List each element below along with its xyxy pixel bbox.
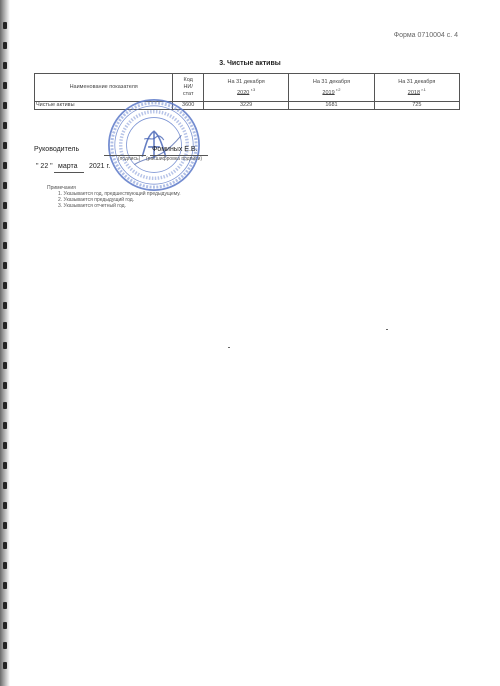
scan-speck bbox=[228, 347, 230, 348]
header-2020 bbox=[203, 74, 288, 102]
date-month-line bbox=[54, 172, 84, 173]
header-2020-label: На 31 декабря bbox=[227, 78, 265, 85]
scan-speck bbox=[386, 329, 388, 330]
header-2019-sup: г.2 bbox=[336, 86, 341, 92]
header-2019-year-line bbox=[290, 86, 372, 97]
caption-name: (расшифровка подписи) bbox=[146, 156, 203, 162]
caption-signature: (подпись) bbox=[118, 156, 141, 162]
form-number: Форма 0710004 с. 4 bbox=[393, 32, 458, 39]
table-row bbox=[35, 102, 460, 110]
row-value-2018: 725 bbox=[374, 102, 459, 110]
header-2018-year-line bbox=[376, 86, 458, 97]
signature-role: Руководитель bbox=[34, 146, 80, 153]
section-title: 3. Чистые активы bbox=[219, 60, 281, 67]
note-item: 2. Указывается предыдущий год. bbox=[58, 197, 135, 203]
date-month: марта bbox=[58, 163, 78, 170]
header-2018-label: На 31 декабря bbox=[398, 78, 436, 85]
row-value-2019: 1681 bbox=[289, 102, 374, 110]
header-2019-label: На 31 декабря bbox=[312, 78, 351, 85]
row-value-2020: 3229 bbox=[203, 102, 288, 110]
header-code-line: Код bbox=[183, 77, 193, 83]
signature-name: Фоминых Е.В. bbox=[152, 146, 198, 153]
company-seal bbox=[105, 96, 203, 194]
header-code-line: стат bbox=[182, 91, 194, 97]
note-item: 3. Указывается отчетный год. bbox=[58, 203, 126, 209]
header-code-line: НИ/ bbox=[183, 84, 193, 90]
net-assets-table bbox=[34, 73, 460, 110]
note-item: 1. Указывается год, предшествующий предыдущему. bbox=[58, 191, 181, 197]
table-header-row bbox=[35, 74, 460, 102]
header-2019 bbox=[289, 74, 374, 102]
header-name: Наименование показателя bbox=[35, 74, 173, 102]
date-year: 2021 г. bbox=[89, 163, 111, 170]
notes-heading: Примечания bbox=[47, 185, 76, 191]
date-day: " 22 " bbox=[36, 163, 53, 170]
notes bbox=[47, 185, 181, 209]
header-2018 bbox=[374, 74, 459, 102]
row-code: 3600 bbox=[173, 102, 204, 110]
header-2019-year: 2019 bbox=[322, 89, 335, 96]
header-2020-year-line bbox=[205, 86, 287, 97]
header-2018-sup: г.1 bbox=[421, 86, 426, 92]
header-2020-sup: г.3 bbox=[250, 86, 256, 92]
header-2020-year: 2020 bbox=[237, 89, 250, 96]
row-name: Чистые активы bbox=[35, 102, 173, 110]
header-2018-year: 2018 bbox=[407, 89, 421, 96]
